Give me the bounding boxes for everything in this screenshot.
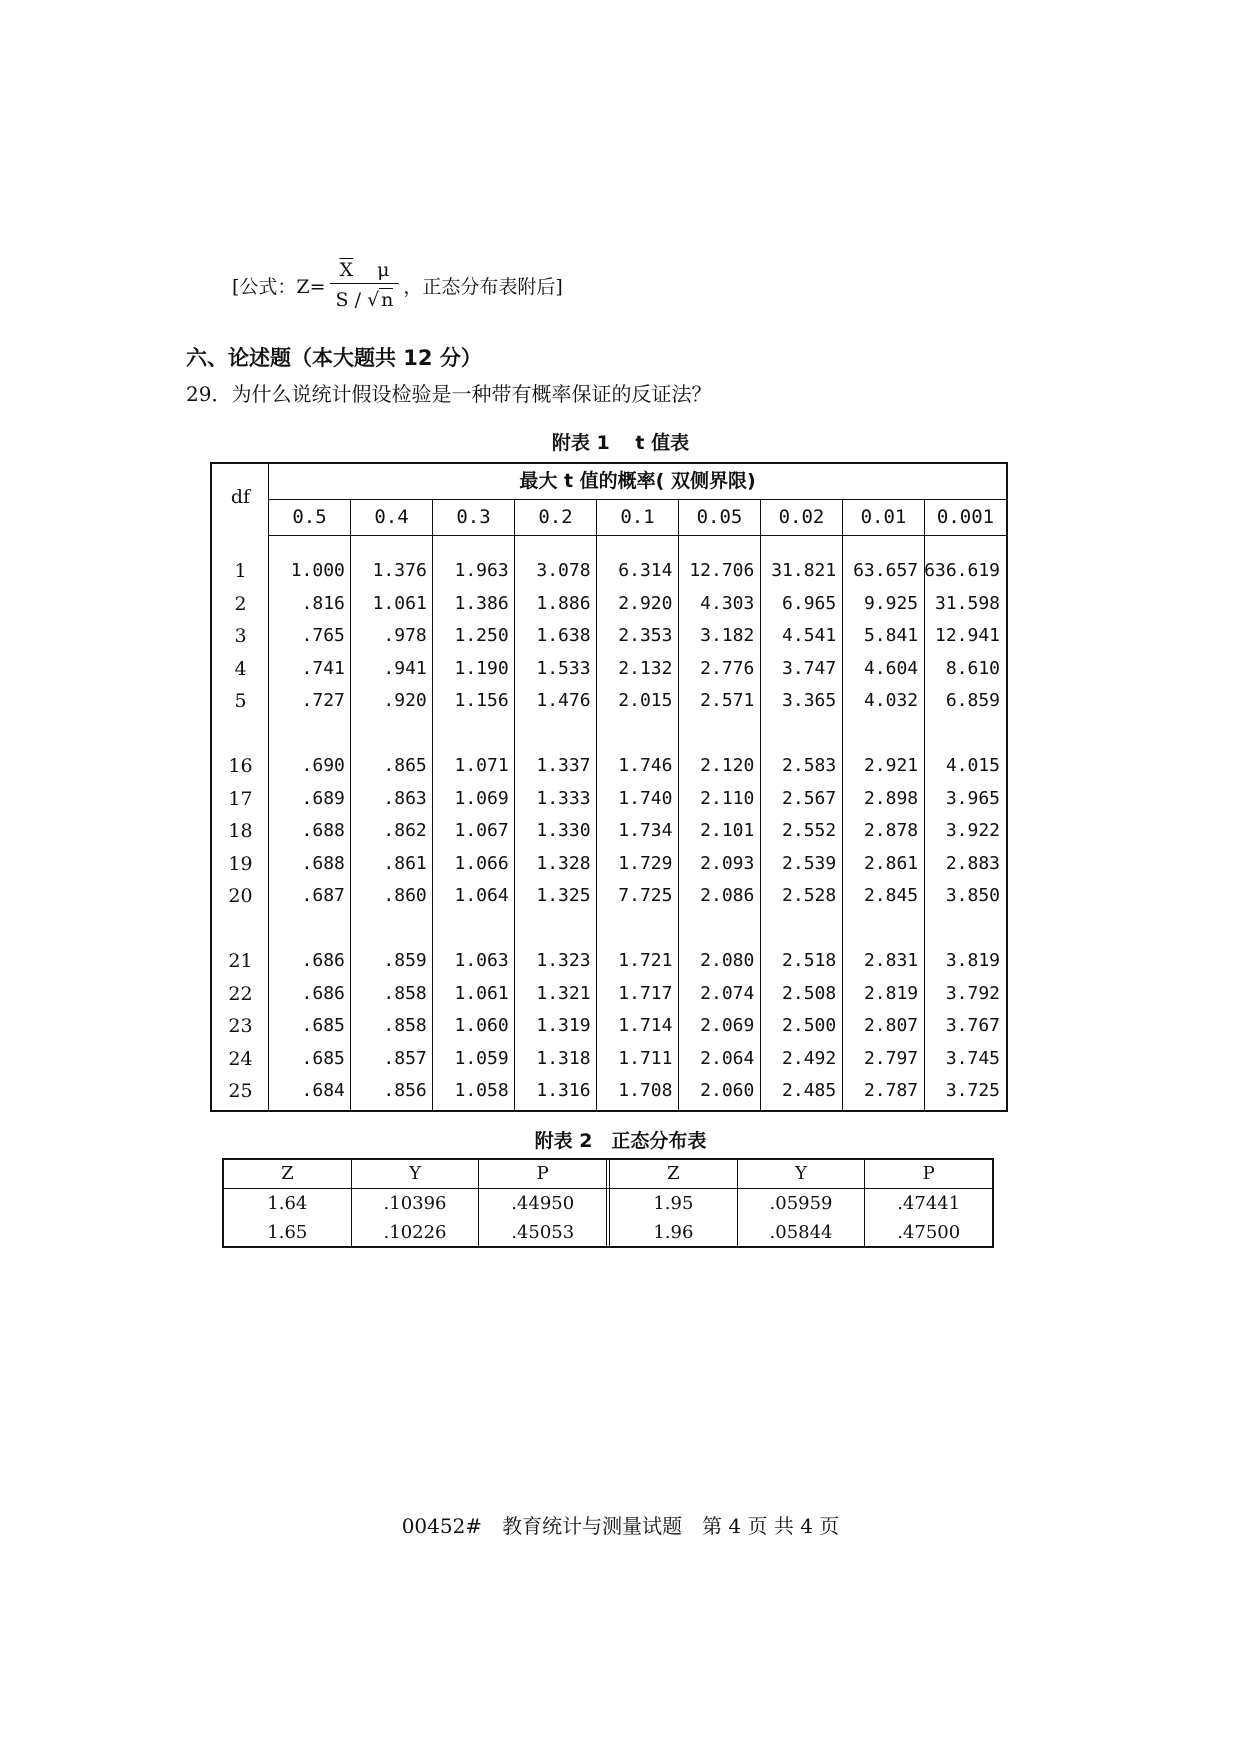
df-cell: 24 <box>228 1047 253 1070</box>
formula-fraction <box>330 257 400 314</box>
row-group <box>212 945 1006 1108</box>
table-cell: .857 <box>383 1047 427 1069</box>
table-cell: 2.015 <box>618 690 673 711</box>
table-cell: 1.061 <box>454 982 509 1004</box>
table-cell: .10396 <box>352 1189 480 1218</box>
table-cell: .863 <box>383 787 427 809</box>
table-cell: .856 <box>383 1080 427 1101</box>
table-cell: 2.500 <box>782 1015 837 1036</box>
column-header: Y <box>738 1160 866 1188</box>
table-cell: 2.528 <box>782 885 837 906</box>
table-cell: 1.638 <box>536 625 591 646</box>
table-cell: .859 <box>383 950 427 971</box>
table-cell: 2.064 <box>700 1047 755 1069</box>
table-cell: 1.058 <box>454 1080 509 1101</box>
page-footer: 00452# 教育统计与测量试题 第 4 页 共 4 页 <box>401 1514 840 1538</box>
table-cell: 4.032 <box>863 690 919 711</box>
table-cell: 2.353 <box>618 625 673 646</box>
table-cell: 6.965 <box>782 592 837 614</box>
table-cell: 2.571 <box>700 690 755 711</box>
table-cell: 2.797 <box>863 1047 919 1069</box>
formula-x-bar: $\overline{X}$ <box>339 258 353 281</box>
table-cell: 1.063 <box>454 950 509 971</box>
table-row <box>212 555 1006 588</box>
table-cell: 2.883 <box>945 852 1001 874</box>
table-cell: 2.101 <box>700 820 755 841</box>
df-cell: 17 <box>228 787 253 810</box>
normal-table-body <box>224 1189 992 1247</box>
formula-s: S / <box>335 288 362 311</box>
table-cell: 1.376 <box>372 560 427 581</box>
table-cell: 1.330 <box>536 820 591 841</box>
table-cell: 3.792 <box>945 982 1001 1004</box>
table-cell: 3.365 <box>782 690 837 711</box>
table-cell: 1.711 <box>618 1047 673 1069</box>
table-cell: 4.541 <box>782 625 837 646</box>
column-header: P <box>479 1160 610 1188</box>
table-cell: 2.861 <box>863 852 919 874</box>
df-cell: 4 <box>234 657 247 680</box>
column-header: Z <box>610 1160 738 1188</box>
table-row <box>212 653 1006 686</box>
table-cell: 3.182 <box>700 625 755 646</box>
table-row <box>212 978 1006 1011</box>
table-cell: 1.963 <box>454 560 509 581</box>
table-cell: .978 <box>383 625 427 646</box>
table-cell: 5.841 <box>863 625 919 646</box>
df-cell: 23 <box>228 1015 253 1037</box>
table-cell: 1.325 <box>536 885 591 906</box>
table-cell: 1.250 <box>454 625 509 646</box>
table-cell: 1.476 <box>536 690 591 711</box>
table-cell: .44950 <box>479 1189 610 1218</box>
table-cell: 1.061 <box>372 592 427 614</box>
table-cell: .816 <box>301 592 345 614</box>
df-cell: 1 <box>234 560 247 582</box>
section-title: 六、论述题（本大题共 12 分） <box>186 346 482 370</box>
table-row <box>212 880 1006 913</box>
formula-line <box>232 252 563 318</box>
table-row <box>224 1189 992 1218</box>
table-cell: 3.767 <box>945 1015 1001 1036</box>
formula-denominator <box>330 283 400 314</box>
table-cell: 1.886 <box>536 592 591 614</box>
table-cell: 1.746 <box>618 755 673 776</box>
column-header: 0.5 <box>269 499 351 535</box>
row-group <box>212 750 1006 913</box>
df-cell: 21 <box>228 950 253 972</box>
table-cell: 1.323 <box>536 950 591 971</box>
table-cell: 1.734 <box>618 820 673 841</box>
table-cell: .941 <box>383 657 427 679</box>
formula-prefix: [公式：Z= <box>232 275 326 298</box>
table-cell: 3.725 <box>945 1080 1001 1101</box>
table-cell: 1.64 <box>224 1189 352 1218</box>
normal-table-header <box>224 1160 992 1189</box>
table-cell: 31.598 <box>934 592 1001 614</box>
table-cell: 2.110 <box>700 787 755 809</box>
table-row <box>212 815 1006 848</box>
table-row <box>212 620 1006 653</box>
column-header: 0.05 <box>679 499 761 535</box>
table-cell: .765 <box>301 625 345 646</box>
table-cell: .689 <box>301 787 345 809</box>
df-cell: 3 <box>234 625 247 647</box>
table-cell: 1.071 <box>454 755 509 776</box>
table-cell: 1.069 <box>454 787 509 809</box>
table-cell: 3.747 <box>782 657 837 679</box>
table-cell: 6.314 <box>618 560 673 581</box>
table-cell: 2.518 <box>782 950 837 971</box>
table-cell: .685 <box>301 1047 345 1069</box>
table-cell: .687 <box>301 885 345 906</box>
table-cell: .690 <box>301 755 345 776</box>
table-cell: 1.156 <box>454 690 509 711</box>
table-cell: 2.776 <box>700 657 755 679</box>
t-table-caption: 附表 1 t 值表 <box>551 432 690 454</box>
question-29: 29．为什么说统计假设检验是一种带有概率保证的反证法？ <box>186 382 712 406</box>
table-cell: 2.132 <box>618 657 673 679</box>
table-cell: 2.583 <box>782 755 837 776</box>
table-cell: 2.921 <box>863 755 919 776</box>
table-cell: .920 <box>383 690 427 711</box>
table-row <box>212 1075 1006 1108</box>
table-cell: 2.093 <box>700 852 755 874</box>
table-cell: 2.567 <box>782 787 837 809</box>
table-cell: .47441 <box>897 1193 961 1214</box>
table-cell: 1.714 <box>618 1015 673 1036</box>
table-cell: .741 <box>301 657 345 679</box>
table-cell: 1.333 <box>536 787 591 809</box>
table-cell: 2.898 <box>863 787 919 809</box>
column-header: 0.2 <box>515 499 597 535</box>
table-cell: .860 <box>383 885 427 906</box>
table-cell: 1.064 <box>454 885 509 906</box>
table-cell: 1.318 <box>536 1047 591 1069</box>
table-cell: 1.337 <box>536 755 591 776</box>
table-cell: 1.190 <box>454 657 509 679</box>
table-cell: 636.619 <box>924 560 1001 581</box>
table-cell: 9.925 <box>863 592 919 614</box>
table-cell: 1.059 <box>454 1047 509 1069</box>
table-row <box>212 1043 1006 1076</box>
table-cell: 4.015 <box>945 755 1001 776</box>
table-cell: 3.850 <box>945 885 1001 906</box>
table-cell: .45053 <box>479 1218 610 1247</box>
table-cell: 1.533 <box>536 657 591 679</box>
df-cell: 18 <box>228 820 253 842</box>
table-cell: 1.000 <box>290 560 345 581</box>
table-cell: 2.485 <box>782 1080 837 1101</box>
table-cell: 1.060 <box>454 1015 509 1036</box>
table-row <box>212 848 1006 881</box>
table-cell: 2.069 <box>700 1015 755 1036</box>
sqrt-icon: √ <box>367 288 380 311</box>
table-cell: 1.321 <box>536 982 591 1004</box>
table-cell: 2.920 <box>618 592 673 614</box>
table-cell: .05959 <box>738 1189 866 1218</box>
column-header: P <box>922 1163 935 1184</box>
table-row <box>212 783 1006 816</box>
df-header: df <box>230 486 251 508</box>
formula-n: n <box>381 288 394 311</box>
normal-distribution-table <box>222 1158 994 1248</box>
formula-mu: μ <box>377 258 390 281</box>
table-cell: 12.941 <box>934 625 1001 646</box>
table-cell: 1.65 <box>224 1218 352 1247</box>
df-cell: 16 <box>228 755 253 777</box>
table-cell: .688 <box>301 820 345 841</box>
column-header: 0.01 <box>843 499 925 535</box>
table-cell: 2.508 <box>782 982 837 1004</box>
table-row <box>212 945 1006 978</box>
probability-header: 最大 t 值的概率( 双侧界限) <box>269 464 1006 500</box>
table-cell: 3.819 <box>945 950 1001 971</box>
table-cell: .862 <box>383 820 427 841</box>
table-cell: .858 <box>383 1015 427 1036</box>
column-headers <box>269 499 1006 536</box>
table-cell: 1.328 <box>536 852 591 874</box>
table-cell: 1.96 <box>610 1218 738 1247</box>
column-header: 0.02 <box>761 499 843 535</box>
table-cell: 1.721 <box>618 950 673 971</box>
table-cell: 2.120 <box>700 755 755 776</box>
table-cell: 2.831 <box>863 950 919 971</box>
column-header: Z <box>224 1160 352 1188</box>
table-cell: 2.787 <box>863 1080 919 1101</box>
table-cell: 2.845 <box>863 885 919 906</box>
table-cell: 2.086 <box>700 885 755 906</box>
table-cell: .727 <box>301 690 345 711</box>
column-header: 0.4 <box>351 499 433 535</box>
table-cell: 2.819 <box>863 982 919 1004</box>
table-cell: 3.922 <box>945 820 1001 841</box>
df-cell: 20 <box>228 885 253 907</box>
table-cell: 2.552 <box>782 820 837 841</box>
table-cell: 2.878 <box>863 820 919 841</box>
formula-numerator <box>333 257 395 283</box>
column-header: 0.001 <box>936 506 995 528</box>
table-cell: .686 <box>301 982 345 1004</box>
t-value-table <box>210 462 1008 1112</box>
table-row <box>224 1218 992 1247</box>
normal-table-caption: 附表 2 正态分布表 <box>534 1130 707 1152</box>
table-cell: 1.319 <box>536 1015 591 1036</box>
table-cell: 8.610 <box>945 657 1001 679</box>
column-header: 0.3 <box>433 499 515 535</box>
table-cell: 1.717 <box>618 982 673 1004</box>
table-cell: 1.386 <box>454 592 509 614</box>
table-cell: .684 <box>301 1080 345 1101</box>
row-group <box>212 555 1006 718</box>
table-cell: .865 <box>383 755 427 776</box>
table-cell: 1.708 <box>618 1080 673 1101</box>
table-cell: .685 <box>301 1015 345 1036</box>
table-cell: 4.604 <box>863 657 919 679</box>
table-cell: .10226 <box>352 1218 480 1247</box>
df-cell: 5 <box>234 690 247 712</box>
table-cell: .47500 <box>897 1222 961 1243</box>
table-cell: 2.074 <box>700 982 755 1004</box>
table-cell: 7.725 <box>618 885 673 906</box>
table-cell: 12.706 <box>689 560 755 581</box>
df-cell: 19 <box>228 852 253 875</box>
table-cell: 1.95 <box>610 1189 738 1218</box>
formula-suffix: ，正态分布表附后] <box>403 275 563 298</box>
column-header: Y <box>352 1160 480 1188</box>
table-cell: 2.539 <box>782 852 837 874</box>
table-cell: 2.492 <box>782 1047 837 1069</box>
table-cell: 2.080 <box>700 950 755 971</box>
table-cell: 1.740 <box>618 787 673 809</box>
table-cell: 31.821 <box>771 560 837 581</box>
df-cell: 22 <box>228 982 253 1005</box>
table-cell: 1.067 <box>454 820 509 841</box>
table-cell: 6.859 <box>945 690 1001 711</box>
table-cell: 3.745 <box>945 1047 1001 1069</box>
table-cell: .05844 <box>738 1218 866 1247</box>
table-row <box>212 750 1006 783</box>
table-cell: 3.078 <box>536 560 591 581</box>
table-cell: 63.657 <box>853 560 919 581</box>
table-cell: 2.807 <box>863 1015 919 1036</box>
table-cell: 4.303 <box>700 592 755 614</box>
table-row <box>212 1010 1006 1043</box>
table-cell: .688 <box>301 852 345 874</box>
table-cell: .858 <box>383 982 427 1004</box>
table-cell: 1.729 <box>618 852 673 874</box>
table-cell: 1.066 <box>454 852 509 874</box>
df-cell: 2 <box>234 592 247 615</box>
table-cell: .686 <box>301 950 345 971</box>
df-cell: 25 <box>228 1080 253 1102</box>
table-cell: 1.316 <box>536 1080 591 1101</box>
table-cell: 3.965 <box>945 787 1001 809</box>
table-row <box>212 588 1006 621</box>
table-cell: 2.060 <box>700 1080 755 1101</box>
column-header: 0.1 <box>597 499 679 535</box>
table-row <box>212 685 1006 718</box>
table-cell: .861 <box>383 852 427 874</box>
